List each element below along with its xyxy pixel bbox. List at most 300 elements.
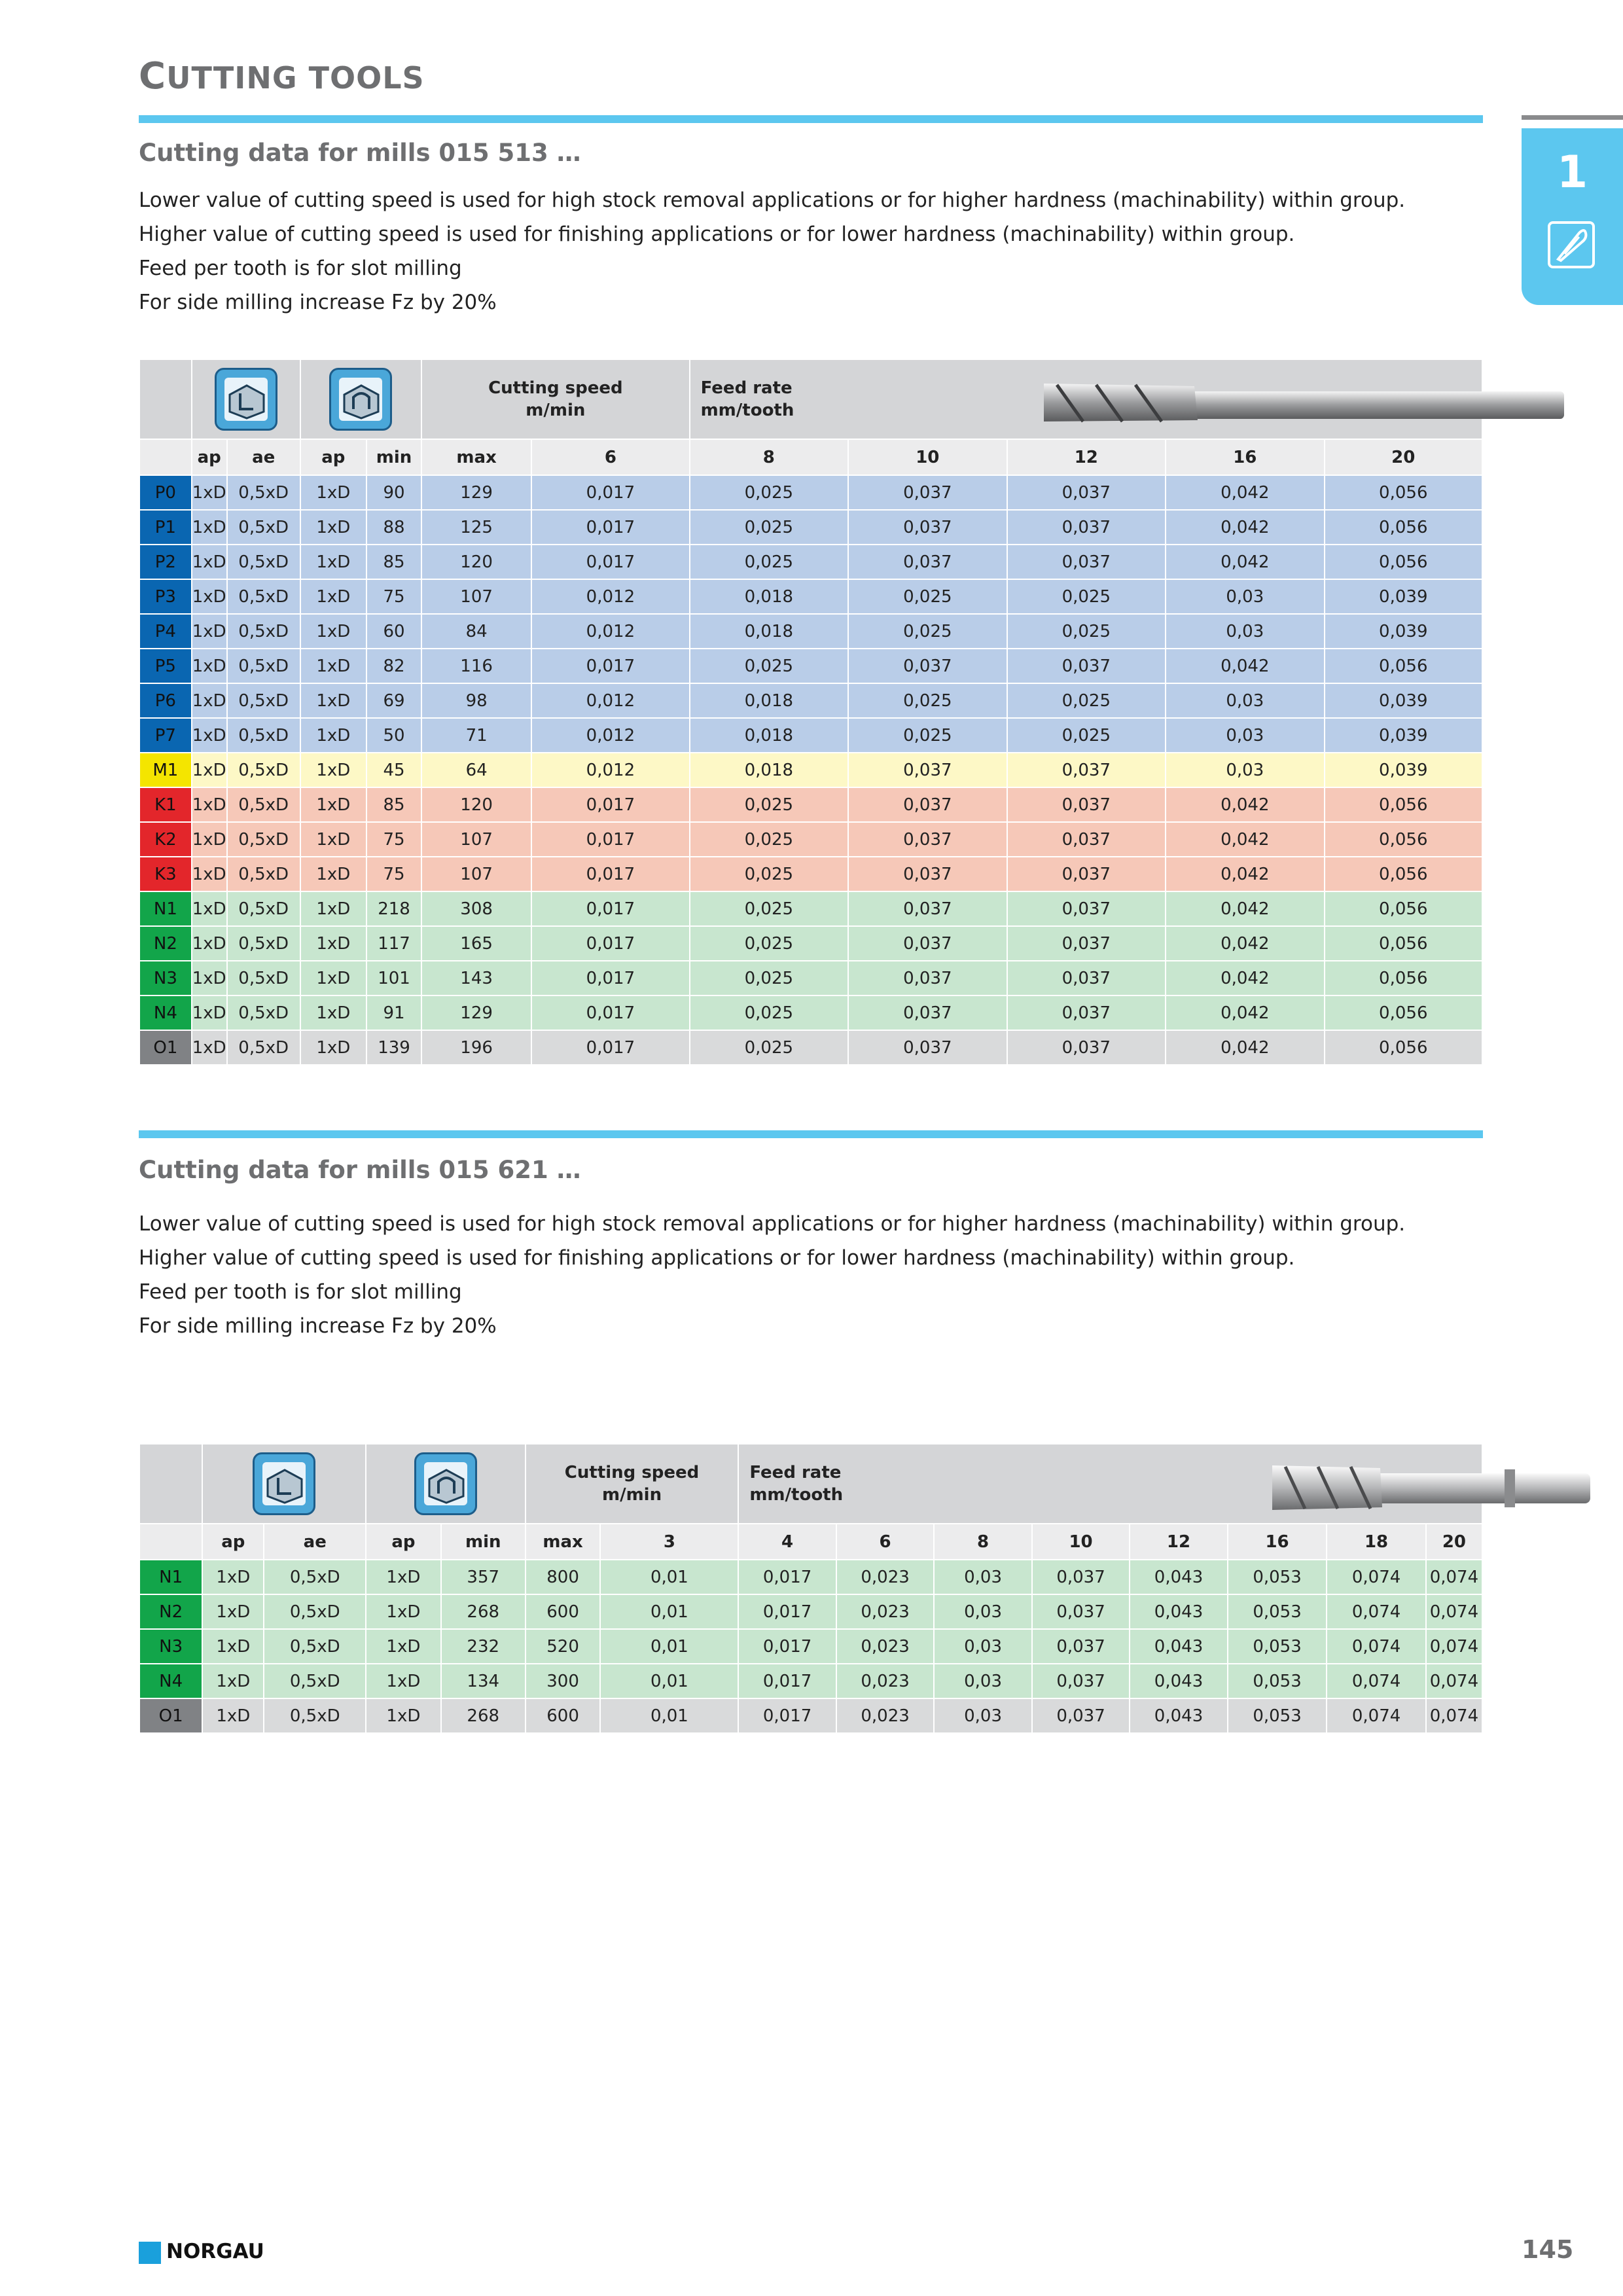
table-cell: 0,01	[600, 1560, 738, 1594]
column-header: 6	[836, 1524, 934, 1560]
table-cell: 1xD	[300, 961, 366, 996]
table-cell: 0,037	[1007, 510, 1166, 545]
table-cell: 0,056	[1325, 926, 1482, 961]
table-row	[139, 1664, 1482, 1698]
table-cell: 0,017	[531, 787, 689, 822]
table-cell: 1xD	[192, 614, 227, 649]
table-cell: 0,043	[1130, 1594, 1227, 1629]
table-cell: 0,5xD	[227, 787, 300, 822]
table-cell: 125	[421, 510, 531, 545]
material-group-cell: P3	[139, 579, 192, 614]
table-cell: 134	[441, 1664, 526, 1698]
table-cell: 600	[526, 1594, 601, 1629]
table-cell: 0,056	[1325, 996, 1482, 1030]
slot-milling-icon	[215, 368, 277, 431]
table-cell: 0,023	[836, 1698, 934, 1733]
table-cell: 1xD	[366, 1629, 441, 1664]
material-group-cell: K2	[139, 822, 192, 857]
table-cell: 0,017	[531, 510, 689, 545]
column-header: ae	[264, 1524, 366, 1560]
material-group-cell: O1	[139, 1030, 192, 1065]
table-cell: 0,042	[1166, 545, 1324, 579]
column-header: 10	[1032, 1524, 1130, 1560]
cutting-data-table-1	[139, 359, 1483, 1066]
note-line: Higher value of cutting speed is used for finishing applications or for lower hardness (machinability) within group.	[139, 1246, 1295, 1270]
material-group-cell: P1	[139, 510, 192, 545]
table-cell: 520	[526, 1629, 601, 1664]
table-cell: 0,017	[531, 822, 689, 857]
table-cell: 107	[421, 857, 531, 891]
table-cell: 1xD	[300, 475, 366, 510]
table-cell: 0,025	[690, 822, 848, 857]
table-cell: 0,056	[1325, 545, 1482, 579]
note-line: Higher value of cutting speed is used for finishing applications or for lower hardness (machinability) within group.	[139, 223, 1295, 246]
table-cell: 0,042	[1166, 475, 1324, 510]
column-header: 12	[1007, 439, 1166, 475]
table-cell: 0,074	[1327, 1560, 1426, 1594]
table-cell: 0,074	[1426, 1664, 1482, 1698]
table-row	[139, 1594, 1482, 1629]
table-cell: 1xD	[192, 787, 227, 822]
table-cell: 0,037	[848, 510, 1007, 545]
table-cell: 0,03	[934, 1698, 1031, 1733]
table-cell: 0,053	[1228, 1594, 1327, 1629]
table-cell: 71	[421, 718, 531, 753]
note-line: For side milling increase Fz by 20%	[139, 1314, 497, 1338]
end-mill-image	[1044, 380, 1567, 425]
table-cell: 0,5xD	[227, 614, 300, 649]
cutting-tool-icon	[1548, 221, 1595, 268]
table-cell: 0,018	[690, 614, 848, 649]
table-cell: 0,5xD	[264, 1698, 366, 1733]
note-line: Lower value of cutting speed is used for high stock removal applications or for higher hardness (machinability) within group.	[139, 1212, 1406, 1236]
table-row	[139, 718, 1482, 753]
table-cell: 0,039	[1325, 718, 1482, 753]
material-group-cell: N1	[139, 891, 192, 926]
table-cell: 0,037	[848, 961, 1007, 996]
table-cell: 357	[441, 1560, 526, 1594]
table-cell: 0,012	[531, 579, 689, 614]
table-cell: 0,056	[1325, 822, 1482, 857]
table-cell: 1xD	[192, 961, 227, 996]
material-group-cell: N4	[139, 996, 192, 1030]
table-cell: 0,03	[1166, 683, 1324, 718]
material-group-cell: P0	[139, 475, 192, 510]
table-cell: 0,037	[1007, 475, 1166, 510]
table-cell: 0,056	[1325, 510, 1482, 545]
table-row	[139, 787, 1482, 822]
table-cell: 0,042	[1166, 1030, 1324, 1065]
table-cell: 0,01	[600, 1664, 738, 1698]
table-cell: 1xD	[300, 822, 366, 857]
table-cell: 1xD	[366, 1698, 441, 1733]
table-cell: 0,037	[848, 891, 1007, 926]
table-cell: 0,037	[848, 926, 1007, 961]
column-header: ae	[227, 439, 300, 475]
cutting-data-table-2	[139, 1443, 1483, 1734]
table-cell: 1xD	[300, 649, 366, 683]
table-cell: 0,043	[1130, 1664, 1227, 1698]
table-cell: 0,037	[1007, 545, 1166, 579]
side-milling-icon	[414, 1452, 477, 1515]
chapter-tab	[1522, 128, 1623, 305]
table-cell: 0,023	[836, 1560, 934, 1594]
column-header: 20	[1426, 1524, 1482, 1560]
table-cell: 0,018	[690, 753, 848, 787]
table-cell: 0,5xD	[264, 1629, 366, 1664]
table-cell: 800	[526, 1560, 601, 1594]
table-cell: 0,01	[600, 1594, 738, 1629]
table-cell: 1xD	[202, 1560, 264, 1594]
column-header: 8	[934, 1524, 1031, 1560]
table-cell: 0,012	[531, 614, 689, 649]
table-cell: 129	[421, 475, 531, 510]
table-cell: 268	[441, 1698, 526, 1733]
table-cell: 0,023	[836, 1664, 934, 1698]
table-cell: 1xD	[192, 683, 227, 718]
table-row	[139, 475, 1482, 510]
table-cell: 1xD	[202, 1594, 264, 1629]
table-cell: 50	[366, 718, 421, 753]
material-group-cell: P2	[139, 545, 192, 579]
table-cell: 0,5xD	[227, 545, 300, 579]
table-cell: 0,025	[690, 510, 848, 545]
table-cell: 0,037	[1007, 822, 1166, 857]
table-cell: 218	[366, 891, 421, 926]
table-cell: 0,074	[1426, 1698, 1482, 1733]
column-header: 8	[690, 439, 848, 475]
column-header: 16	[1166, 439, 1324, 475]
table-cell: 0,039	[1325, 579, 1482, 614]
table-cell: 1xD	[300, 1030, 366, 1065]
table-cell: 0,017	[531, 926, 689, 961]
table-cell: 1xD	[300, 891, 366, 926]
column-header: ap	[202, 1524, 264, 1560]
table-cell: 0,017	[531, 649, 689, 683]
table-cell: 0,056	[1325, 891, 1482, 926]
table-cell: 0,053	[1228, 1560, 1327, 1594]
table-cell: 75	[366, 579, 421, 614]
table-cell: 0,025	[690, 961, 848, 996]
table-cell: 0,5xD	[227, 857, 300, 891]
table-cell: 0,012	[531, 683, 689, 718]
table-cell: 165	[421, 926, 531, 961]
table-cell: 1xD	[192, 926, 227, 961]
column-header: 10	[848, 439, 1007, 475]
table-cell: 101	[366, 961, 421, 996]
column-header: ap	[300, 439, 366, 475]
table-cell: 60	[366, 614, 421, 649]
table-cell: 0,5xD	[227, 683, 300, 718]
table-cell: 0,01	[600, 1629, 738, 1664]
table-cell: 0,042	[1166, 857, 1324, 891]
table-cell: 1xD	[300, 683, 366, 718]
table-row	[139, 545, 1482, 579]
material-group-cell: N3	[139, 961, 192, 996]
table-cell: 1xD	[192, 857, 227, 891]
tab-divider	[1522, 115, 1623, 120]
table-cell: 85	[366, 787, 421, 822]
table-row	[139, 579, 1482, 614]
cutting-speed-header: Cutting speed m/min	[526, 1444, 739, 1524]
material-group-cell: K1	[139, 787, 192, 822]
table-cell: 0,037	[1032, 1560, 1130, 1594]
table-cell: 129	[421, 996, 531, 1030]
table-cell: 84	[421, 614, 531, 649]
table-cell: 0,042	[1166, 996, 1324, 1030]
table-cell: 308	[421, 891, 531, 926]
table-cell: 0,03	[934, 1629, 1031, 1664]
table-cell: 0,056	[1325, 961, 1482, 996]
column-header: 6	[531, 439, 689, 475]
table-cell: 0,037	[1032, 1594, 1130, 1629]
table-cell: 600	[526, 1698, 601, 1733]
table-cell: 0,025	[1007, 614, 1166, 649]
table-cell: 0,042	[1166, 510, 1324, 545]
table-cell: 0,5xD	[227, 961, 300, 996]
material-group-cell: O1	[139, 1698, 202, 1733]
table-cell: 82	[366, 649, 421, 683]
table-cell: 0,025	[1007, 683, 1166, 718]
table-row	[139, 1030, 1482, 1065]
table-cell: 0,074	[1426, 1629, 1482, 1664]
table-cell: 0,037	[848, 753, 1007, 787]
table-cell: 0,025	[1007, 579, 1166, 614]
brand-logo-mark	[139, 2242, 161, 2264]
table-cell: 0,03	[934, 1560, 1031, 1594]
table-cell: 90	[366, 475, 421, 510]
table-cell: 0,037	[848, 857, 1007, 891]
table-cell: 0,017	[531, 996, 689, 1030]
table-cell: 1xD	[300, 718, 366, 753]
table-cell: 107	[421, 822, 531, 857]
table-cell: 0,5xD	[264, 1560, 366, 1594]
table-cell: 0,074	[1327, 1664, 1426, 1698]
table-cell: 0,025	[848, 718, 1007, 753]
table-cell: 107	[421, 579, 531, 614]
table-cell: 117	[366, 926, 421, 961]
table-cell: 0,053	[1228, 1629, 1327, 1664]
table-cell: 85	[366, 545, 421, 579]
table-cell: 0,03	[1166, 753, 1324, 787]
table-cell: 0,025	[690, 475, 848, 510]
table-cell: 0,053	[1228, 1664, 1327, 1698]
chapter-number: 1	[1556, 147, 1588, 198]
table-cell: 0,037	[848, 649, 1007, 683]
table-cell: 0,5xD	[227, 475, 300, 510]
table-cell: 0,042	[1166, 822, 1324, 857]
table-cell: 1xD	[192, 475, 227, 510]
table-cell: 0,043	[1130, 1560, 1227, 1594]
material-header	[139, 359, 192, 439]
table-cell: 0,037	[1032, 1698, 1130, 1733]
table-cell: 139	[366, 1030, 421, 1065]
table-cell: 0,025	[848, 579, 1007, 614]
column-header: max	[421, 439, 531, 475]
table-cell: 0,025	[1007, 718, 1166, 753]
table-cell: 1xD	[300, 787, 366, 822]
table-cell: 0,037	[848, 1030, 1007, 1065]
table-cell: 0,5xD	[227, 822, 300, 857]
table-cell: 0,5xD	[264, 1594, 366, 1629]
table-cell: 0,037	[848, 545, 1007, 579]
table-cell: 1xD	[202, 1664, 264, 1698]
material-group-cell: P5	[139, 649, 192, 683]
table-cell: 0,025	[690, 545, 848, 579]
table-cell: 0,5xD	[227, 1030, 300, 1065]
table-cell: 0,037	[848, 996, 1007, 1030]
table-cell: 0,043	[1130, 1698, 1227, 1733]
table-cell: 0,074	[1426, 1594, 1482, 1629]
table-cell: 0,03	[1166, 579, 1324, 614]
table-cell: 0,037	[1007, 753, 1166, 787]
table-cell: 64	[421, 753, 531, 787]
table-cell: 0,017	[738, 1594, 836, 1629]
column-header: min	[366, 439, 421, 475]
table-cell: 0,5xD	[227, 891, 300, 926]
table-row	[139, 961, 1482, 996]
table-cell: 0,018	[690, 718, 848, 753]
table-cell: 0,025	[690, 1030, 848, 1065]
table-cell: 69	[366, 683, 421, 718]
table-cell: 88	[366, 510, 421, 545]
column-header: 3	[600, 1524, 738, 1560]
material-group-cell: N2	[139, 1594, 202, 1629]
table-cell: 0,03	[1166, 614, 1324, 649]
table-cell: 0,074	[1327, 1594, 1426, 1629]
end-mill-image	[1272, 1459, 1593, 1515]
table-cell: 0,5xD	[264, 1664, 366, 1698]
table-cell: 0,017	[738, 1698, 836, 1733]
table-cell: 0,017	[531, 1030, 689, 1065]
table-cell: 300	[526, 1664, 601, 1698]
table-cell: 0,5xD	[227, 510, 300, 545]
table-cell: 0,037	[848, 787, 1007, 822]
material-group-cell: P4	[139, 614, 192, 649]
table-cell: 1xD	[366, 1594, 441, 1629]
table-cell: 1xD	[192, 510, 227, 545]
column-header: 20	[1325, 439, 1482, 475]
table-cell: 1xD	[192, 891, 227, 926]
table-cell: 0,039	[1325, 614, 1482, 649]
table-cell: 0,017	[531, 857, 689, 891]
column-header: 4	[738, 1524, 836, 1560]
material-column-header	[139, 1524, 202, 1560]
table-cell: 0,042	[1166, 649, 1324, 683]
table-cell: 0,056	[1325, 1030, 1482, 1065]
slot-milling-header	[202, 1444, 366, 1524]
note-line: Lower value of cutting speed is used for high stock removal applications or for higher hardness (machinability) within group.	[139, 188, 1406, 212]
material-group-cell: P7	[139, 718, 192, 753]
table-cell: 0,037	[1007, 787, 1166, 822]
table-cell: 196	[421, 1030, 531, 1065]
table-cell: 0,037	[1032, 1664, 1130, 1698]
table-cell: 0,03	[934, 1664, 1031, 1698]
table-cell: 0,023	[836, 1629, 934, 1664]
table-cell: 1xD	[300, 926, 366, 961]
table-cell: 1xD	[192, 579, 227, 614]
table1-title: Cutting data for mills 015 513 …	[139, 139, 581, 167]
table-cell: 0,017	[531, 891, 689, 926]
material-group-cell: N4	[139, 1664, 202, 1698]
table-cell: 0,025	[690, 857, 848, 891]
table-row	[139, 996, 1482, 1030]
table-cell: 0,017	[531, 961, 689, 996]
table-cell: 0,037	[1007, 961, 1166, 996]
table-cell: 0,017	[738, 1560, 836, 1594]
table-cell: 75	[366, 857, 421, 891]
table-cell: 0,043	[1130, 1629, 1227, 1664]
table-cell: 0,037	[848, 475, 1007, 510]
note-line: Feed per tooth is for slot milling	[139, 1280, 462, 1304]
table-cell: 1xD	[300, 753, 366, 787]
table-cell: 0,042	[1166, 961, 1324, 996]
table-cell: 1xD	[192, 545, 227, 579]
table-cell: 0,5xD	[227, 926, 300, 961]
table-cell: 98	[421, 683, 531, 718]
table-cell: 0,037	[1007, 996, 1166, 1030]
table1-notes	[139, 183, 1405, 319]
table-cell: 0,074	[1327, 1698, 1426, 1733]
table-cell: 0,056	[1325, 857, 1482, 891]
table-cell: 143	[421, 961, 531, 996]
table-cell: 1xD	[300, 614, 366, 649]
feed-rate-header: Feed rate mm/tooth	[738, 1444, 1482, 1524]
material-group-cell: N2	[139, 926, 192, 961]
table-cell: 1xD	[366, 1560, 441, 1594]
side-milling-icon	[329, 368, 392, 431]
table-row	[139, 683, 1482, 718]
feed-rate-header: Feed rate mm/tooth	[690, 359, 1482, 439]
table-cell: 0,025	[690, 649, 848, 683]
table-cell: 0,025	[690, 926, 848, 961]
column-header: ap	[366, 1524, 441, 1560]
slot-milling-header	[192, 359, 300, 439]
material-header	[139, 1444, 202, 1524]
table-cell: 0,025	[690, 787, 848, 822]
table-cell: 0,025	[848, 683, 1007, 718]
slot-milling-icon	[253, 1452, 315, 1515]
table-cell: 1xD	[192, 649, 227, 683]
table-cell: 0,037	[1032, 1629, 1130, 1664]
column-header: min	[441, 1524, 526, 1560]
table-cell: 1xD	[366, 1664, 441, 1698]
brand-name: NORGAU	[166, 2240, 264, 2263]
table-cell: 0,018	[690, 683, 848, 718]
column-header: ap	[192, 439, 227, 475]
table-cell: 0,017	[738, 1664, 836, 1698]
table-cell: 232	[441, 1629, 526, 1664]
table-cell: 1xD	[192, 718, 227, 753]
table-cell: 0,037	[1007, 649, 1166, 683]
table-cell: 120	[421, 787, 531, 822]
table-cell: 0,012	[531, 753, 689, 787]
table-cell: 0,039	[1325, 753, 1482, 787]
table-cell: 0,042	[1166, 787, 1324, 822]
table-cell: 1xD	[192, 822, 227, 857]
table-cell: 0,017	[531, 545, 689, 579]
material-group-cell: M1	[139, 753, 192, 787]
material-group-cell: N1	[139, 1560, 202, 1594]
column-header: 18	[1327, 1524, 1426, 1560]
table-cell: 268	[441, 1594, 526, 1629]
table-cell: 0,5xD	[227, 753, 300, 787]
table-cell: 0,025	[848, 614, 1007, 649]
table-cell: 120	[421, 545, 531, 579]
material-group-cell: P6	[139, 683, 192, 718]
note-line: Feed per tooth is for slot milling	[139, 257, 462, 280]
table-row	[139, 614, 1482, 649]
